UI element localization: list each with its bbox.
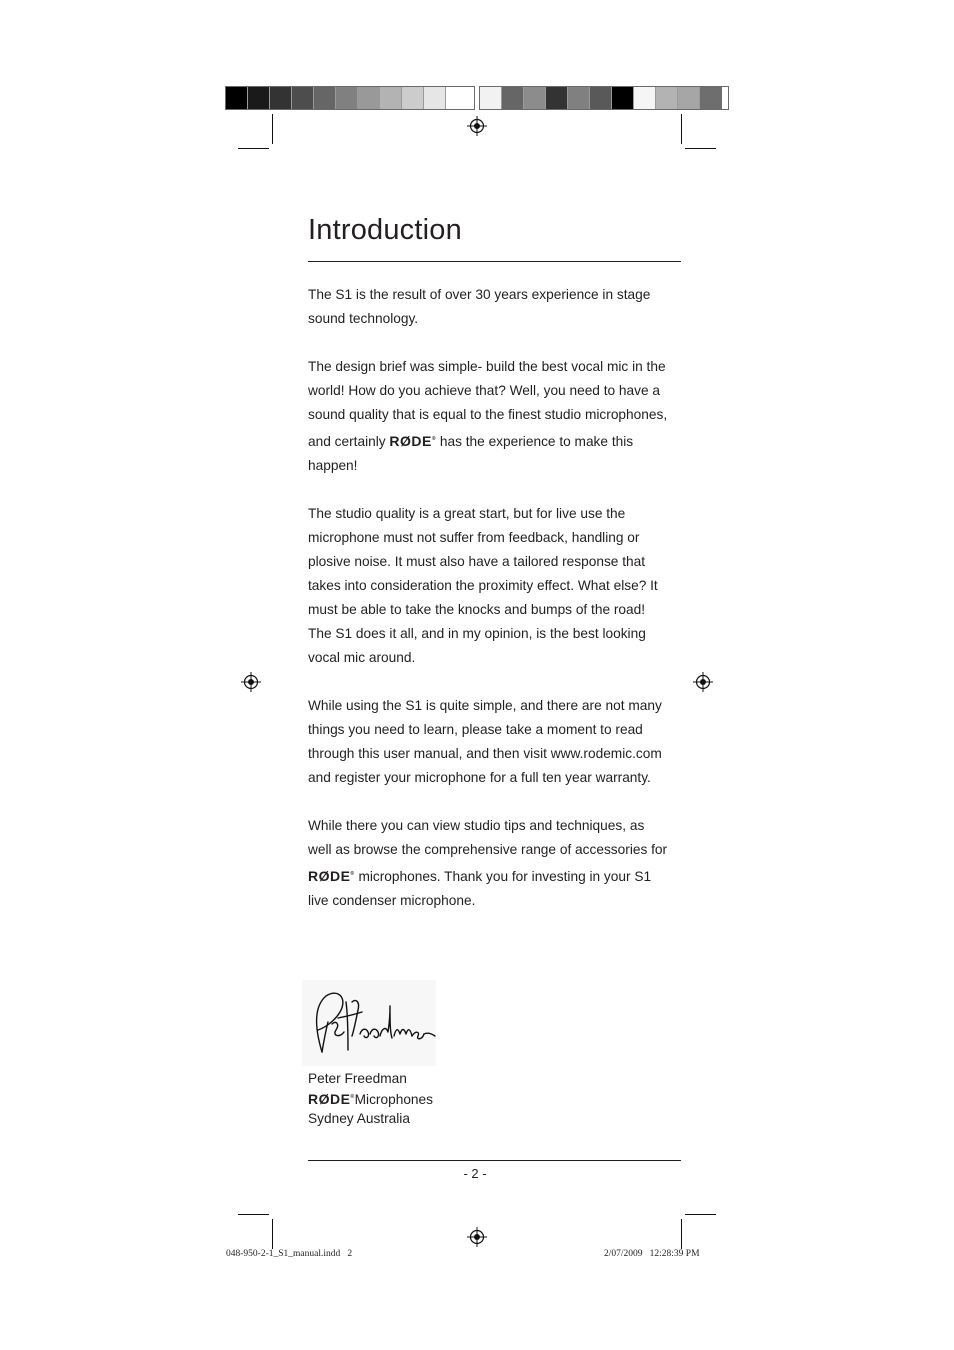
footer-rule — [308, 1160, 681, 1161]
intro-body — [308, 283, 668, 937]
registration-mark-icon — [241, 672, 261, 692]
color-swatch — [546, 87, 568, 109]
color-swatch — [678, 87, 700, 109]
color-swatch — [656, 87, 678, 109]
rode-logo-text: RØDE — [389, 433, 432, 449]
paragraph: While using the S1 is quite simple, and there are not many things you need to learn, please take a moment to read through this user manual, and then visit www.rodemic.com and register your microphone for a full ten year warranty. — [308, 698, 662, 785]
crop-mark — [238, 1214, 269, 1215]
title-rule — [308, 261, 681, 262]
crop-mark — [681, 1219, 682, 1249]
color-swatch — [336, 87, 358, 109]
color-swatch — [524, 87, 546, 109]
color-swatch — [292, 87, 314, 109]
paragraph: The studio quality is a great start, but for live use the microphone must not suffer from feedback, handling or plosive noise. It must also have a tailored response that takes into consideration the proximity effect. What else? It must be able to take the knocks and bumps of the road! The S1 does it all, and in my opinion, is the best looking vocal mic around. — [308, 506, 658, 665]
paragraph — [308, 814, 668, 913]
color-calibration-bar-left — [225, 86, 475, 110]
crop-mark — [272, 114, 273, 144]
color-swatch — [358, 87, 380, 109]
crop-mark — [685, 148, 716, 149]
color-swatch — [424, 87, 446, 109]
registered-mark: ® — [350, 1094, 355, 1100]
signoff-location: Sydney Australia — [308, 1111, 410, 1126]
rode-logo — [389, 433, 436, 449]
color-swatch — [446, 87, 468, 109]
registered-mark: ® — [431, 436, 437, 442]
color-swatch — [402, 87, 424, 109]
signoff-block — [308, 1069, 433, 1128]
signoff-company — [308, 1088, 433, 1109]
registration-mark-icon — [467, 116, 487, 136]
signature-image — [302, 980, 436, 1066]
rode-logo-text: RØDE — [308, 1091, 351, 1107]
color-swatch — [612, 87, 634, 109]
color-swatch — [700, 87, 722, 109]
color-swatch — [380, 87, 402, 109]
registration-mark-icon — [467, 1227, 487, 1247]
slug-datetime: 2/07/2009 12:28:39 PM — [604, 1249, 700, 1259]
company-suffix: Microphones — [354, 1092, 434, 1107]
paragraph-text: The design brief was simple- build the best vocal mic in the world! How do you achieve that? Well, you need to have a sound quality that is equal to the finest studio microphones, and certainly — [308, 359, 668, 449]
rode-logo — [308, 1091, 355, 1107]
rode-logo — [308, 868, 355, 884]
color-swatch — [248, 87, 270, 109]
registered-mark: ® — [350, 871, 355, 877]
crop-mark — [272, 1219, 273, 1249]
paragraph — [308, 355, 668, 478]
crop-mark — [238, 148, 269, 149]
page-title: Introduction — [308, 214, 462, 246]
color-swatch — [502, 87, 524, 109]
registration-mark-icon — [693, 672, 713, 692]
slug-filename: 048-950-2-1_S1_manual.indd 2 — [226, 1249, 353, 1259]
paragraph-text: microphones. Thank you for investing in your S1 live condenser microphone. — [308, 869, 652, 908]
color-swatch — [314, 87, 336, 109]
color-swatch — [480, 87, 502, 109]
paragraph-text: While there you can view studio tips and techniques, as well as browse the comprehensive range of accessories for — [308, 818, 668, 857]
paragraph-text: has the experience to make this happen! — [308, 434, 634, 473]
paragraph: The S1 is the result of over 30 years experience in stage sound technology. — [308, 287, 651, 326]
crop-mark — [685, 1214, 716, 1215]
signoff-name: Peter Freedman — [308, 1071, 407, 1086]
color-swatch — [226, 87, 248, 109]
color-swatch — [634, 87, 656, 109]
color-calibration-bar-right — [479, 86, 729, 110]
color-swatch — [590, 87, 612, 109]
color-swatch — [568, 87, 590, 109]
color-swatch — [270, 87, 292, 109]
rode-logo-text: RØDE — [308, 868, 351, 884]
page-number: - 2 - — [463, 1166, 487, 1181]
crop-mark — [681, 114, 682, 144]
